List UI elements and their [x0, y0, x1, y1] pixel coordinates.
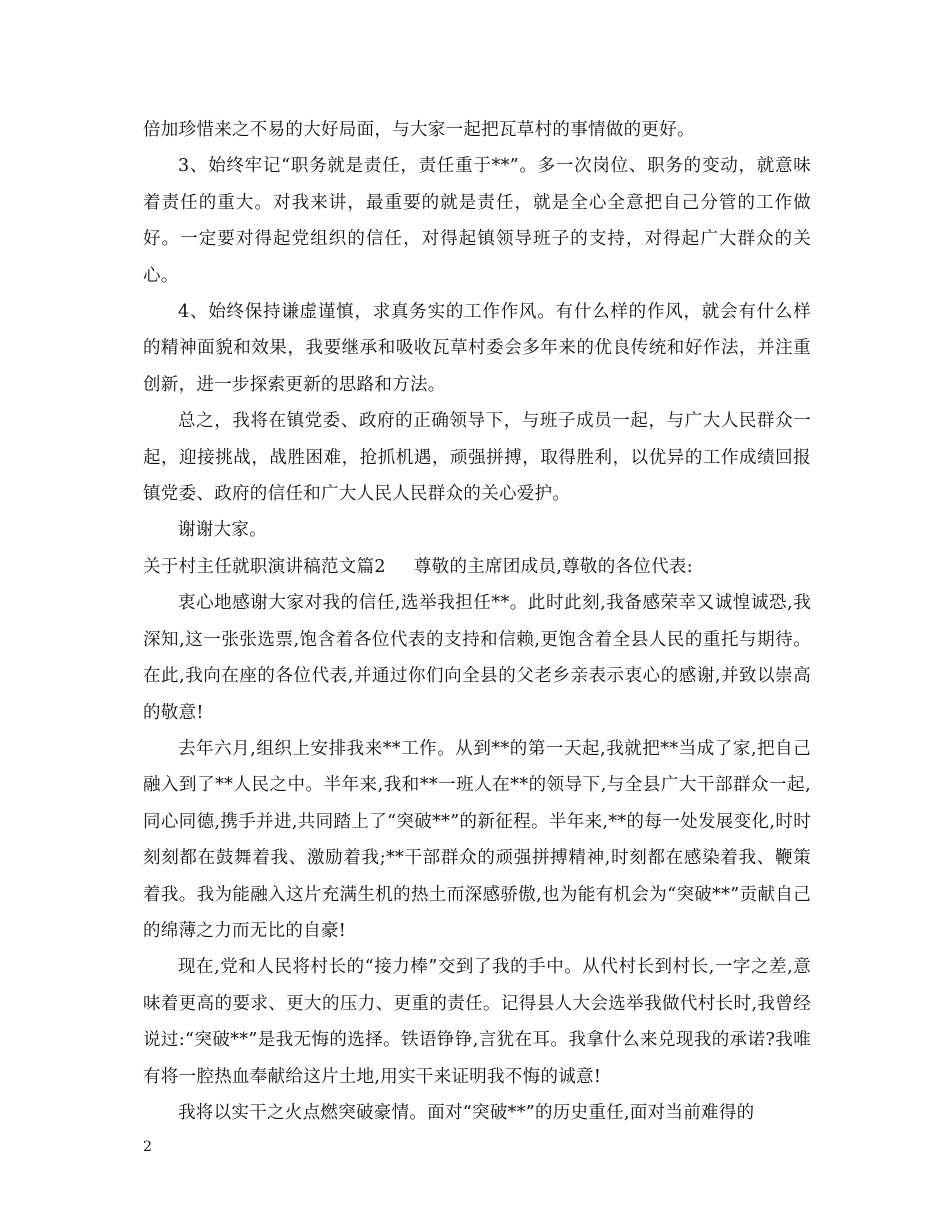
- paragraph: 总之，我将在镇党委、政府的正确领导下，与班子成员一起，与广大人民群众一起，迎接挑战，战胜困难，抢抓机遇，顽强拼搏，取得胜利，以优异的工作成绩回报镇党委、政府的信任和广大人民人民群众的关心爱护。: [143, 411, 811, 505]
- page-number: 2: [143, 1139, 152, 1155]
- paragraph: 3、始终牢记“职务就是责任，责任重于**”。多一次岗位、职务的变动，就意味着责任的重大。对我来讲，最重要的就是责任，就是全心全意把自己分管的工作做好。一定要对得起党组织的信任，对得起镇领导班子的支持，对得起广大群众的关心。: [143, 156, 811, 286]
- document-body: [143, 112, 811, 1131]
- paragraph: 衷心地感谢大家对我的信任,选举我担任**。此时此刻,我备感荣幸又诚惶诚恐,我深知,这一张张选票,饱含着各位代表的支持和信赖,更饱含着全县人民的重托与期待。在此,我向在座的各位代表,并通过你们向全县的父老乡亲表示衷心的感谢,并致以崇高的敬意!: [143, 593, 811, 723]
- salutation: 尊敬的主席团成员,尊敬的各位代表:: [413, 556, 693, 577]
- section-title: 关于村主任就职演讲稿范文篇2: [143, 556, 386, 577]
- paragraph: 我将以实干之火点燃突破豪情。面对“突破**”的历史重任,面对当前难得的: [178, 1102, 755, 1123]
- section-heading: [143, 549, 811, 585]
- paragraph: 现在,党和人民将村长的“接力棒”交到了我的手中。从代村长到村长,一字之差,意味着更高的要求、更大的压力、更重的责任。记得县人大会选举我做代村长时,我曾经说过:“突破**”是我无悔的选择。铁语铮铮,言犹在耳。我拿什么来兑现我的承诺?我唯有将一腔热血奉献给这片土地,用实干来证明我不悔的诚意!: [143, 957, 811, 1087]
- paragraph: 谢谢大家。: [178, 520, 267, 541]
- paragraph: 去年六月,组织上安排我来**工作。从到**的第一天起,我就把**当成了家,把自己融入到了**人民之中。半年来,我和**一班人在**的领导下,与全县广大干部群众一起,同心同德,携手并进,共同踏上了“突破**”的新征程。半年来,**的每一处发展变化,时时刻刻都在鼓舞着我、激励着我;**干部群众的顽强拼搏精神,时刻都在感染着我、鞭策着我。我为能融入这片充满生机的热土而深感骄傲,也为能有机会为“突破**”贡献自己的绵薄之力而无比的自豪!: [143, 738, 811, 941]
- paragraph: 倍加珍惜来之不易的大好局面，与大家一起把瓦草村的事情做的更好。: [143, 120, 695, 140]
- paragraph: 4、始终保持谦虚谨慎，求真务实的工作作风。有什么样的作风，就会有什么样的精神面貌和效果，我要继承和吸收瓦草村委会多年来的优良传统和好作法，并注重创新，进一步探索更新的思路和方法。: [143, 302, 811, 395]
